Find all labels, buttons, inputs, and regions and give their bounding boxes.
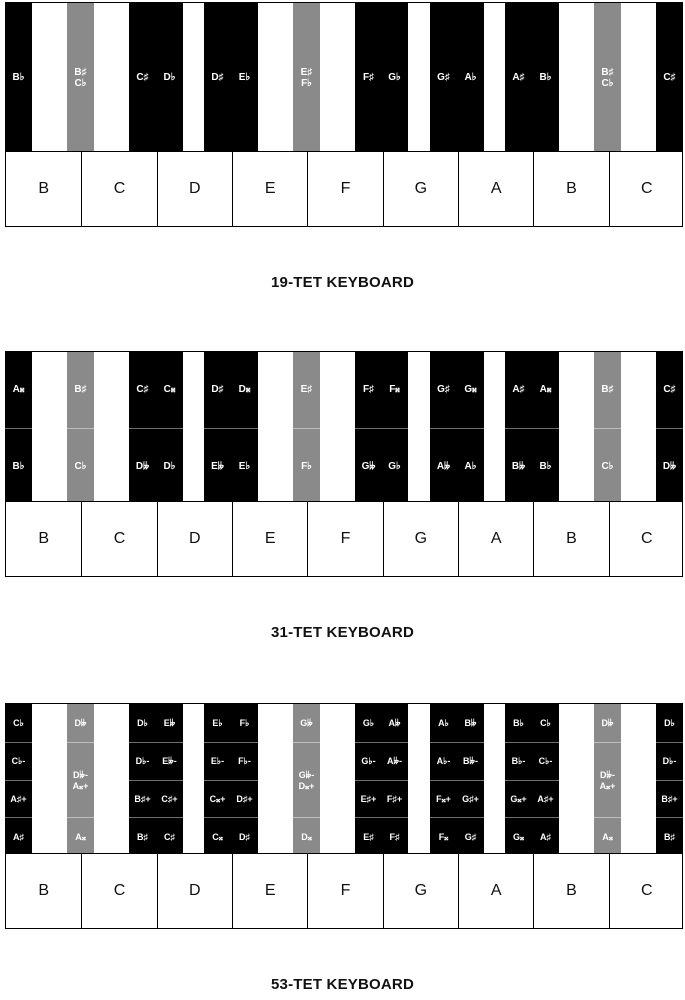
black-key[interactable]: [505, 704, 532, 854]
white-key-a[interactable]: A: [458, 854, 533, 928]
key-label-cell: [381, 428, 408, 505]
key-label-cell: [204, 742, 231, 781]
black-key[interactable]: [532, 352, 559, 502]
key-label-cell: [156, 780, 183, 819]
key-label-cell: [156, 428, 183, 505]
key-label-cell: [594, 352, 621, 428]
key-label-cell: [457, 352, 484, 428]
black-key[interactable]: [204, 352, 231, 502]
key-label-cell: [5, 3, 32, 153]
white-key-b[interactable]: B: [38, 882, 49, 899]
key-label-cell: [430, 704, 457, 742]
note-name: D♭: [137, 717, 148, 728]
note-name: D𝄫-: [73, 770, 88, 781]
key-label-cell: [204, 704, 231, 742]
black-key[interactable]: [457, 704, 484, 854]
key-label-cell: [594, 704, 621, 742]
key-label-cell: [129, 352, 156, 428]
key-label-cell: [457, 704, 484, 742]
key-label-cell: [231, 3, 258, 153]
black-keys-area: [5, 703, 683, 854]
key-label-cell: [5, 780, 32, 819]
key-label-cell: [457, 780, 484, 819]
key-label-cell: [594, 817, 621, 856]
note-name: A𝄪: [602, 831, 613, 842]
note-name: G♭: [388, 460, 401, 472]
key-label-cell: [5, 817, 32, 856]
note-name: F♭: [301, 460, 312, 472]
note-name: E♭: [212, 717, 223, 728]
note-name: F♯+: [386, 794, 403, 805]
key-label-cell: [532, 428, 559, 505]
key-label-cell: [156, 704, 183, 742]
note-name: F♭-: [238, 756, 251, 767]
black-key[interactable]: [231, 3, 258, 152]
key-label-cell: [532, 817, 559, 856]
key-label-cell: [129, 428, 156, 505]
note-name: C♭: [74, 460, 87, 472]
note-name: D♭-: [662, 756, 677, 767]
note-name: B𝄫-: [463, 756, 478, 767]
key-label-cell: [231, 704, 258, 742]
note-name: D♯+: [236, 794, 253, 805]
note-name: F♯: [389, 831, 400, 842]
black-key[interactable]: [430, 352, 457, 502]
note-name: G♭-: [361, 756, 376, 767]
note-name: D𝄪: [238, 384, 251, 395]
key-label-cell: [5, 742, 32, 781]
white-key-c[interactable]: C: [609, 502, 684, 576]
black-key[interactable]: [5, 3, 32, 152]
key-label-cell: [231, 817, 258, 856]
note-name: F♭: [239, 717, 250, 728]
key-label-cell: [505, 428, 532, 505]
black-key[interactable]: [129, 704, 156, 854]
key-label-cell: [505, 352, 532, 428]
key-label-cell: [430, 780, 457, 819]
note-name: C♭: [601, 460, 614, 472]
note-name: B♭: [539, 460, 552, 472]
black-key[interactable]: [430, 704, 457, 854]
key-label-cell: [129, 742, 156, 781]
key-label-cell: [656, 428, 683, 505]
key-label-cell: [457, 3, 484, 153]
key-label-cell: [293, 3, 320, 153]
key-label-cell: [156, 352, 183, 428]
note-name: C♭: [540, 717, 551, 728]
note-name: B♭: [12, 72, 25, 84]
key-label-cell: [656, 817, 683, 856]
note-name: G♭: [388, 72, 401, 84]
note-name: E𝄫: [211, 460, 224, 472]
keyboard-31-tet: [5, 351, 683, 577]
note-name: D𝄫: [135, 460, 150, 472]
white-key-f[interactable]: F: [307, 152, 382, 226]
gray-key[interactable]: [67, 704, 94, 854]
white-key-d[interactable]: D: [157, 152, 232, 226]
key-label-cell: [129, 704, 156, 742]
note-name: A♯: [13, 831, 24, 842]
key-label-cell: [656, 780, 683, 819]
key-label-cell: [204, 352, 231, 428]
key-label-cell: [231, 780, 258, 819]
key-label-cell: [204, 817, 231, 856]
key-label-cell: [293, 428, 320, 505]
note-name: G𝄪: [512, 831, 525, 842]
note-name: D♯: [211, 72, 224, 84]
white-key-b[interactable]: B: [38, 180, 49, 197]
key-label-cell: [129, 780, 156, 819]
white-keys-row: [5, 151, 683, 227]
note-name: E♯: [300, 66, 313, 78]
note-name: D𝄫: [662, 460, 677, 472]
note-name: G♯: [437, 384, 450, 395]
key-label-cell: [156, 3, 183, 153]
note-name: D♭: [664, 717, 675, 728]
key-label-cell: [67, 352, 94, 428]
note-name: A♯: [512, 384, 525, 395]
keyboard-19-tet: [5, 2, 683, 227]
gray-key[interactable]: [293, 3, 320, 152]
note-name: A♭-: [436, 756, 451, 767]
keyboard-title-31: 31-TET KEYBOARD: [270, 624, 415, 641]
black-key[interactable]: [532, 3, 559, 152]
key-label-cell: [457, 428, 484, 505]
note-name: B♯+: [661, 794, 678, 805]
note-name: B♯+: [134, 794, 151, 805]
note-name: F♭: [301, 78, 312, 89]
note-name: D𝄫: [74, 717, 87, 728]
note-name: C♭: [74, 78, 87, 89]
note-name: B♭: [539, 72, 552, 84]
note-name: D♭: [163, 72, 176, 84]
note-name: D𝄪: [301, 831, 312, 842]
key-label-cell: [505, 3, 532, 153]
key-label-cell: [656, 352, 683, 428]
note-name: B♯: [137, 831, 148, 842]
note-name: A𝄪: [75, 831, 86, 842]
key-label-cell: [67, 704, 94, 742]
note-name: E𝄫: [163, 717, 176, 728]
white-key-d[interactable]: D: [157, 854, 232, 928]
gray-key[interactable]: [67, 3, 94, 152]
keyboard-title-53: 53-TET KEYBOARD: [270, 976, 415, 993]
gray-key[interactable]: [67, 352, 94, 502]
note-name: C𝄪: [163, 384, 176, 395]
white-key-a[interactable]: A: [458, 152, 533, 226]
black-key[interactable]: [457, 352, 484, 502]
key-label-cell: [532, 352, 559, 428]
black-key[interactable]: [231, 352, 258, 502]
note-name: G𝄫: [300, 717, 313, 728]
key-label-cell: [204, 3, 231, 153]
key-label-cell: [129, 817, 156, 856]
white-key-d[interactable]: D: [157, 502, 232, 576]
note-name: B♯: [601, 384, 614, 395]
key-label-cell: [231, 428, 258, 505]
note-name: C♯: [136, 384, 149, 395]
note-name: F♯: [362, 384, 375, 395]
key-label-cell: [355, 352, 382, 428]
note-name: C♭: [601, 78, 614, 89]
note-name: A𝄫: [436, 460, 451, 472]
note-name: E♭: [238, 460, 251, 472]
key-label-cell: [204, 428, 231, 505]
key-label-cell: [656, 742, 683, 781]
white-keys-row: [5, 501, 683, 577]
note-name: C𝄪+: [209, 794, 226, 805]
key-label-cell: [355, 742, 382, 781]
key-label-cell: [293, 704, 320, 742]
note-name: D♭-: [135, 756, 150, 767]
note-name: D♯: [239, 831, 250, 842]
note-name: B♭: [513, 717, 524, 728]
white-key-c[interactable]: C: [81, 502, 156, 576]
black-key[interactable]: [156, 704, 183, 854]
black-key[interactable]: [231, 704, 258, 854]
note-name: C♯: [663, 72, 676, 84]
note-name: A𝄪: [12, 384, 25, 395]
keyboard-53-tet: [5, 703, 683, 929]
note-name: D𝄪+: [298, 780, 315, 791]
key-label-cell: [293, 352, 320, 428]
note-name: B♯: [664, 831, 675, 842]
white-key-b[interactable]: B: [533, 502, 608, 576]
note-name: G♯: [464, 831, 477, 842]
key-label-cell: [430, 428, 457, 505]
note-name: C♯: [663, 384, 676, 395]
white-key-b[interactable]: B: [533, 152, 608, 226]
key-label-cell: [505, 780, 532, 819]
note-name: A𝄪+: [72, 780, 89, 791]
key-label-cell: [381, 742, 408, 781]
note-name: A♭: [464, 460, 477, 472]
black-key[interactable]: [156, 3, 183, 152]
black-key[interactable]: [505, 352, 532, 502]
key-label-cell: [656, 704, 683, 742]
white-key-c[interactable]: C: [81, 152, 156, 226]
white-key-c[interactable]: C: [609, 854, 684, 928]
note-name: F𝄪: [438, 831, 449, 842]
key-label-cell: [231, 742, 258, 781]
key-label-cell: [594, 3, 621, 153]
key-label-cell: [430, 742, 457, 781]
key-label-cell: [67, 3, 94, 153]
key-label-cell: [430, 817, 457, 856]
key-label-cell: [656, 3, 683, 153]
note-name: G𝄫-: [298, 770, 315, 781]
note-name: A𝄪+: [599, 780, 616, 791]
note-name: C♭: [13, 717, 24, 728]
black-key[interactable]: [156, 352, 183, 502]
black-key[interactable]: [430, 3, 457, 152]
key-label-cell: [67, 742, 94, 819]
key-label-cell: [381, 352, 408, 428]
key-label-cell: [381, 704, 408, 742]
key-label-cell: [204, 780, 231, 819]
note-name: E♯: [300, 384, 313, 395]
white-key-e[interactable]: E: [232, 854, 307, 928]
white-key-e[interactable]: E: [232, 152, 307, 226]
black-keys-area: [5, 351, 683, 502]
key-label-cell: [67, 817, 94, 856]
note-name: F𝄪: [389, 384, 400, 395]
key-label-cell: [156, 817, 183, 856]
key-label-cell: [505, 742, 532, 781]
note-name: B♯: [601, 66, 614, 78]
white-key-e[interactable]: E: [232, 502, 307, 576]
note-name: B♯: [74, 384, 87, 395]
key-label-cell: [532, 742, 559, 781]
key-label-cell: [67, 428, 94, 505]
note-name: B𝄫: [511, 460, 526, 472]
note-name: A♭: [464, 72, 477, 84]
note-name: A♯+: [537, 794, 554, 805]
keyboard-title-19: 19-TET KEYBOARD: [270, 274, 415, 291]
key-label-cell: [594, 742, 621, 819]
white-key-f[interactable]: F: [307, 854, 382, 928]
black-key[interactable]: [656, 704, 683, 854]
black-key[interactable]: [129, 352, 156, 502]
note-name: B♭-: [511, 756, 526, 767]
note-name: A♯+: [10, 794, 27, 805]
key-label-cell: [293, 742, 320, 819]
note-name: G♯+: [462, 794, 479, 805]
black-key[interactable]: [204, 704, 231, 854]
note-name: A𝄫-: [387, 756, 402, 767]
key-label-cell: [457, 817, 484, 856]
note-name: B♭: [12, 460, 25, 472]
note-name: B𝄫: [464, 717, 477, 728]
key-label-cell: [532, 3, 559, 153]
black-keys-area: [5, 2, 683, 152]
note-name: A♭: [438, 717, 449, 728]
key-label-cell: [355, 428, 382, 505]
key-label-cell: [430, 3, 457, 153]
black-key[interactable]: [204, 3, 231, 152]
note-name: A♯: [512, 72, 525, 84]
black-key[interactable]: [381, 3, 408, 152]
white-key-g[interactable]: G: [383, 152, 458, 226]
note-name: E♯+: [360, 794, 377, 805]
key-label-cell: [457, 742, 484, 781]
gray-key[interactable]: [293, 704, 320, 854]
note-name: E𝄫-: [162, 756, 177, 767]
gray-key[interactable]: [594, 704, 621, 854]
white-key-a[interactable]: A: [458, 502, 533, 576]
black-key[interactable]: [656, 352, 683, 502]
key-label-cell: [5, 352, 32, 428]
white-key-c[interactable]: C: [609, 152, 684, 226]
note-name: G𝄪+: [510, 794, 527, 805]
black-key[interactable]: [5, 352, 32, 502]
key-label-cell: [355, 817, 382, 856]
white-key-b[interactable]: B: [38, 530, 49, 547]
note-name: G𝄫: [361, 460, 376, 472]
black-key[interactable]: [381, 352, 408, 502]
note-name: C♯: [164, 831, 175, 842]
black-key[interactable]: [129, 3, 156, 152]
key-label-cell: [381, 3, 408, 153]
note-name: G♯: [437, 72, 450, 84]
gray-key[interactable]: [293, 352, 320, 502]
note-name: F♯: [362, 72, 375, 84]
black-key[interactable]: [457, 3, 484, 152]
white-key-g[interactable]: G: [383, 854, 458, 928]
key-label-cell: [5, 428, 32, 505]
white-key-f[interactable]: F: [307, 502, 382, 576]
white-key-c[interactable]: C: [81, 854, 156, 928]
black-key[interactable]: [656, 3, 683, 152]
note-name: C𝄪: [212, 831, 223, 842]
black-key[interactable]: [381, 704, 408, 854]
note-name: C♭-: [538, 756, 553, 767]
note-name: G♭: [362, 717, 375, 728]
white-keys-row: [5, 853, 683, 929]
gray-key[interactable]: [594, 352, 621, 502]
key-label-cell: [505, 704, 532, 742]
key-label-cell: [532, 704, 559, 742]
key-label-cell: [231, 352, 258, 428]
note-name: A𝄫: [388, 717, 401, 728]
key-label-cell: [129, 3, 156, 153]
note-name: D𝄫: [601, 717, 614, 728]
black-key[interactable]: [505, 3, 532, 152]
key-label-cell: [156, 742, 183, 781]
note-name: A♯: [540, 831, 551, 842]
key-label-cell: [594, 428, 621, 505]
white-key-b[interactable]: B: [533, 854, 608, 928]
white-key-g[interactable]: G: [383, 502, 458, 576]
black-key[interactable]: [355, 704, 382, 854]
key-label-cell: [430, 352, 457, 428]
note-name: D♯: [211, 384, 224, 395]
note-name: D♭: [163, 460, 176, 472]
key-label-cell: [293, 817, 320, 856]
note-name: D𝄫-: [600, 770, 615, 781]
key-label-cell: [355, 704, 382, 742]
gray-key[interactable]: [594, 3, 621, 152]
note-name: G𝄪: [464, 384, 477, 395]
key-label-cell: [355, 3, 382, 153]
note-name: E♭-: [210, 756, 225, 767]
black-key[interactable]: [355, 352, 382, 502]
note-name: E♯: [363, 831, 374, 842]
note-name: A𝄪: [539, 384, 552, 395]
note-name: C♭-: [11, 756, 26, 767]
note-name: C♯: [136, 72, 149, 84]
black-key[interactable]: [5, 704, 32, 854]
key-label-cell: [5, 704, 32, 742]
key-label-cell: [505, 817, 532, 856]
black-key[interactable]: [355, 3, 382, 152]
key-label-cell: [381, 780, 408, 819]
key-label-cell: [355, 780, 382, 819]
key-label-cell: [381, 817, 408, 856]
note-name: B♯: [74, 66, 87, 78]
key-label-cell: [532, 780, 559, 819]
note-name: E♭: [238, 72, 251, 84]
note-name: F𝄪+: [436, 794, 451, 805]
black-key[interactable]: [532, 704, 559, 854]
note-name: C♯+: [161, 794, 178, 805]
